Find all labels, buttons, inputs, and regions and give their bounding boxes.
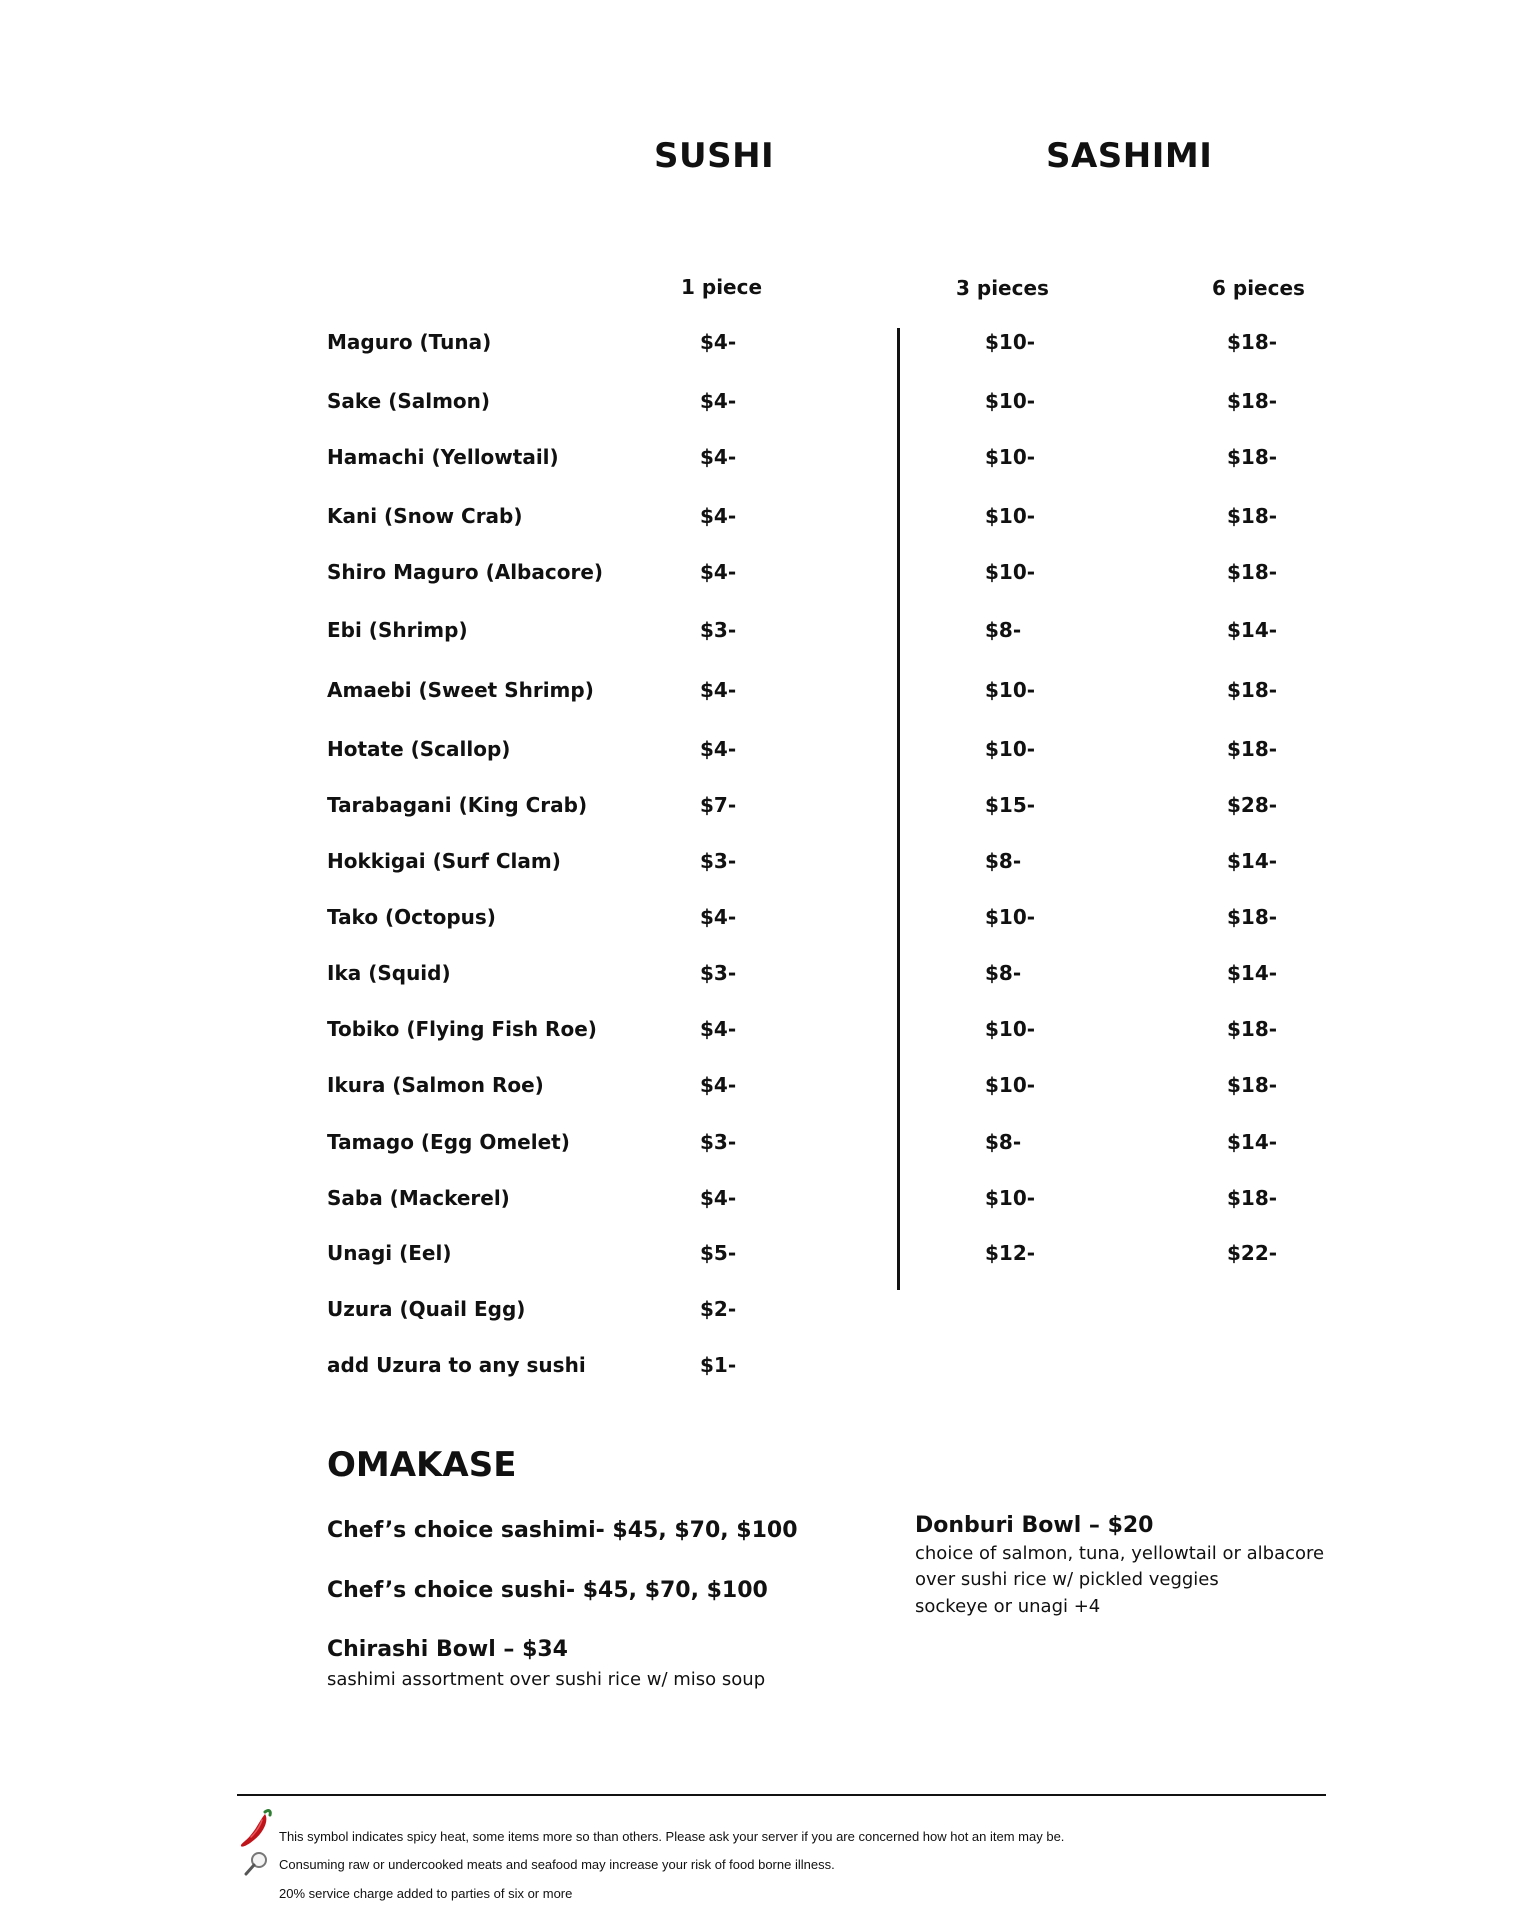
item-name: Tamago (Egg Omelet) — [327, 1130, 570, 1154]
menu-row — [0, 1297, 1536, 1327]
spicy-note: This symbol indicates spicy heat, some items more so than others. Please ask your server if you are concerned how hot an item may be. — [279, 1829, 1065, 1844]
sashimi-6-price: $18- — [1227, 905, 1278, 929]
item-name: Kani (Snow Crab) — [327, 504, 523, 528]
item-name: Amaebi (Sweet Shrimp) — [327, 678, 594, 702]
sashimi-3-price: $8- — [985, 618, 1022, 642]
item-name: Ebi (Shrimp) — [327, 618, 468, 642]
menu-row — [0, 849, 1536, 879]
item-name: Saba (Mackerel) — [327, 1186, 510, 1210]
menu-row — [0, 1073, 1536, 1103]
sushi-price: $3- — [700, 1130, 737, 1154]
sushi-price: $2- — [700, 1297, 737, 1321]
item-name: Maguro (Tuna) — [327, 330, 492, 354]
sashimi-3-price: $10- — [985, 1186, 1036, 1210]
sushi-price: $1- — [700, 1353, 737, 1377]
sashimi-3-price: $10- — [985, 737, 1036, 761]
menu-row — [0, 737, 1536, 767]
sashimi-3-price: $10- — [985, 389, 1036, 413]
sashimi-3-price: $10- — [985, 330, 1036, 354]
menu-row — [0, 1186, 1536, 1216]
sashimi-3-price: $10- — [985, 504, 1036, 528]
sashimi-3-price: $10- — [985, 678, 1036, 702]
sushi-price: $4- — [700, 560, 737, 584]
sashimi-3-price: $15- — [985, 793, 1036, 817]
sushi-price: $3- — [700, 849, 737, 873]
sushi-price: $3- — [700, 618, 737, 642]
menu-row — [0, 1241, 1536, 1271]
item-name: Hamachi (Yellowtail) — [327, 445, 559, 469]
sushi-price: $4- — [700, 678, 737, 702]
menu-row — [0, 905, 1536, 935]
menu-row — [0, 961, 1536, 991]
donburi-bowl-description-3: sockeye or unagi +4 — [915, 1596, 1101, 1617]
sashimi-3-price: $10- — [985, 560, 1036, 584]
item-name: Tobiko (Flying Fish Roe) — [327, 1017, 597, 1041]
sashimi-6-price: $18- — [1227, 560, 1278, 584]
sashimi-6-price: $22- — [1227, 1241, 1278, 1265]
item-name: Tarabagani (King Crab) — [327, 793, 588, 817]
sashimi-6-price: $18- — [1227, 737, 1278, 761]
sashimi-3-price: $10- — [985, 1073, 1036, 1097]
sashimi-6-price: $18- — [1227, 389, 1278, 413]
item-name: Sake (Salmon) — [327, 389, 491, 413]
sushi-price: $4- — [700, 1186, 737, 1210]
sashimi-6-price: $18- — [1227, 330, 1278, 354]
sashimi-6-price: $18- — [1227, 1186, 1278, 1210]
sashimi-6-price: $18- — [1227, 678, 1278, 702]
omakase-title: OMAKASE — [327, 1445, 517, 1485]
sushi-price: $4- — [700, 330, 737, 354]
sashimi-6-price: $28- — [1227, 793, 1278, 817]
sashimi-3-price: $8- — [985, 961, 1022, 985]
item-name: Hokkigai (Surf Clam) — [327, 849, 561, 873]
service-charge-note: 20% service charge added to parties of six or more — [279, 1886, 573, 1901]
sashimi-6-price: $14- — [1227, 849, 1278, 873]
sashimi-6-price: $14- — [1227, 618, 1278, 642]
sashimi-6-price: $18- — [1227, 445, 1278, 469]
magnifier-icon — [243, 1851, 269, 1877]
sushi-section-title: SUSHI — [654, 136, 775, 176]
sushi-price: $3- — [700, 961, 737, 985]
item-name: Unagi (Eel) — [327, 1241, 452, 1265]
sushi-price: $5- — [700, 1241, 737, 1265]
menu-row — [0, 1017, 1536, 1047]
menu-row — [0, 793, 1536, 823]
chirashi-bowl-title: Chirashi Bowl – $34 — [327, 1637, 568, 1662]
item-name: Ika (Squid) — [327, 961, 451, 985]
sushi-column-header: 1 piece — [681, 275, 763, 299]
sashimi-3-price: $8- — [985, 849, 1022, 873]
sashimi-6-price: $18- — [1227, 1073, 1278, 1097]
sashimi-6-price: $18- — [1227, 504, 1278, 528]
menu-row — [0, 560, 1536, 590]
menu-row — [0, 504, 1536, 534]
raw-food-note: Consuming raw or undercooked meats and seafood may increase your risk of food borne illness. — [279, 1857, 835, 1872]
menu-row — [0, 1353, 1536, 1383]
footer-divider — [237, 1794, 1326, 1796]
item-name: Shiro Maguro (Albacore) — [327, 560, 604, 584]
sashimi-3-price: $8- — [985, 1130, 1022, 1154]
sushi-price: $7- — [700, 793, 737, 817]
sashimi-3-price: $12- — [985, 1241, 1036, 1265]
sashimi-6-column-header: 6 pieces — [1212, 276, 1305, 300]
menu-row — [0, 389, 1536, 419]
item-name: Hotate (Scallop) — [327, 737, 511, 761]
sashimi-section-title: SASHIMI — [1046, 136, 1213, 176]
sushi-price: $4- — [700, 1017, 737, 1041]
item-name: Uzura (Quail Egg) — [327, 1297, 526, 1321]
sashimi-6-price: $14- — [1227, 1130, 1278, 1154]
menu-row — [0, 330, 1536, 360]
donburi-bowl-title: Donburi Bowl – $20 — [915, 1513, 1154, 1538]
sushi-price: $4- — [700, 445, 737, 469]
menu-row — [0, 1130, 1536, 1160]
chili-pepper-icon — [238, 1806, 274, 1850]
donburi-bowl-description-2: over sushi rice w/ pickled veggies — [915, 1569, 1219, 1590]
sashimi-3-price: $10- — [985, 905, 1036, 929]
chirashi-bowl-description: sashimi assortment over sushi rice w/ miso soup — [327, 1669, 766, 1690]
sashimi-3-price: $10- — [985, 1017, 1036, 1041]
sashimi-6-price: $18- — [1227, 1017, 1278, 1041]
sushi-price: $4- — [700, 504, 737, 528]
item-name: Ikura (Salmon Roe) — [327, 1073, 544, 1097]
item-name: Tako (Octopus) — [327, 905, 496, 929]
sushi-price: $4- — [700, 389, 737, 413]
sushi-price: $4- — [700, 1073, 737, 1097]
sashimi-3-price: $10- — [985, 445, 1036, 469]
sashimi-3-column-header: 3 pieces — [956, 276, 1049, 300]
item-name: add Uzura to any sushi — [327, 1353, 586, 1377]
chef-choice-sushi: Chef’s choice sushi- $45, $70, $100 — [327, 1578, 768, 1603]
menu-row — [0, 618, 1536, 648]
sashimi-6-price: $14- — [1227, 961, 1278, 985]
menu-row — [0, 445, 1536, 475]
menu-row — [0, 678, 1536, 708]
sushi-price: $4- — [700, 737, 737, 761]
sushi-price: $4- — [700, 905, 737, 929]
donburi-bowl-description-1: choice of salmon, tuna, yellowtail or albacore — [915, 1543, 1325, 1564]
chef-choice-sashimi: Chef’s choice sashimi- $45, $70, $100 — [327, 1518, 798, 1543]
